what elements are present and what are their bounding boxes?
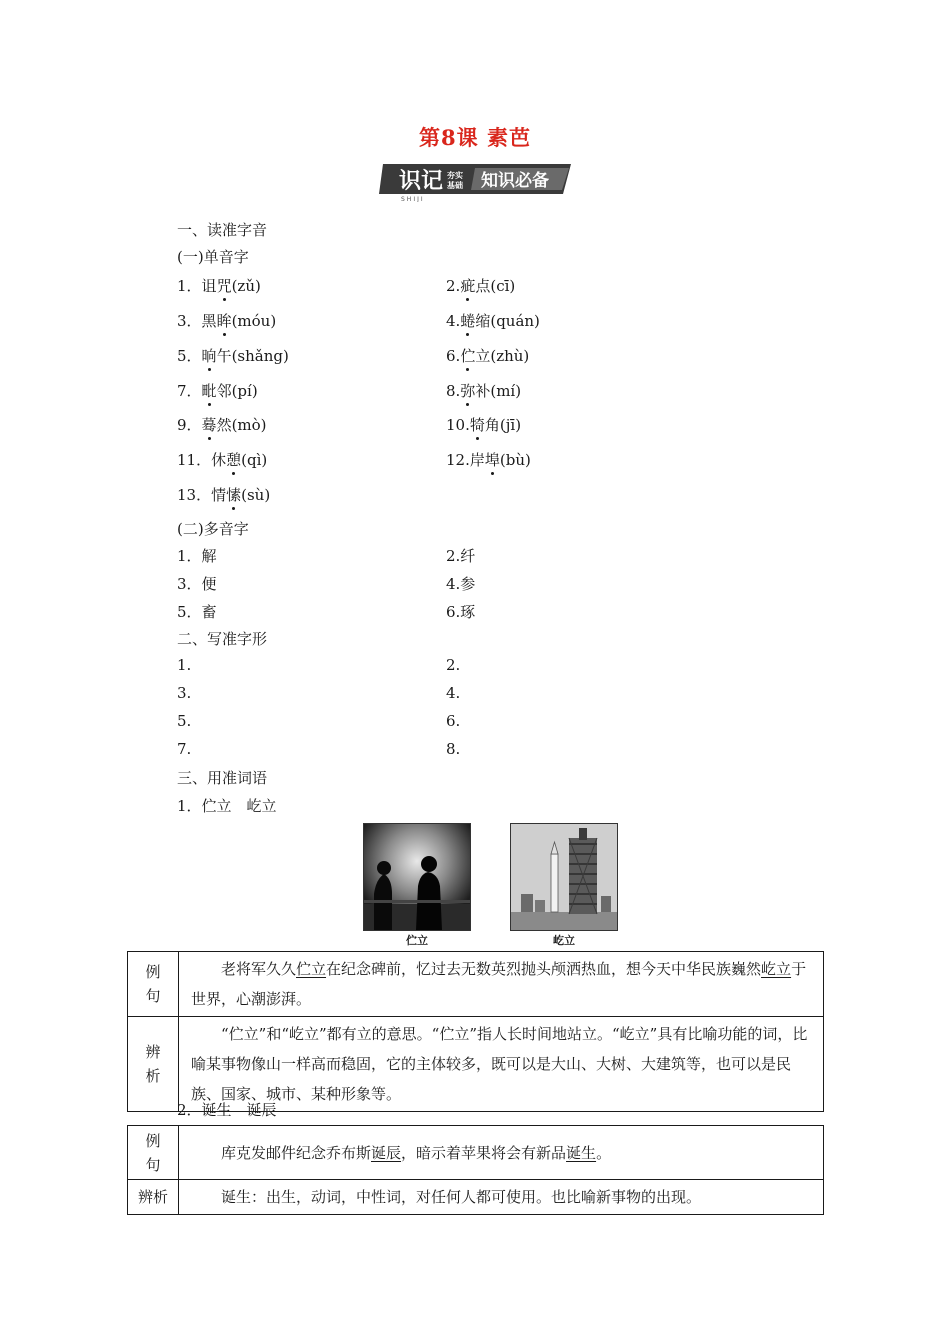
glyph-item: 1. (177, 656, 192, 674)
section2-heading: 二、写准字形 (177, 630, 268, 648)
comparison-table-2 (127, 1125, 824, 1215)
example-sentence: 库克发邮件纪念乔布斯诞辰，暗示着苹果将会有新品诞生。 (179, 1126, 824, 1180)
example-label: 例句 (128, 1126, 179, 1180)
pronunciation-item: 5．晌午(shǎng) (177, 347, 289, 365)
glyph-item: 3. (177, 684, 192, 702)
pronunciation-item: 8.弥补(mí) (446, 382, 522, 400)
pronunciation-item: 1．诅咒(zǔ) (177, 277, 261, 295)
multi-item: 1．解 (177, 547, 217, 565)
pronunciation-item: 6.伫立(zhù) (446, 347, 530, 365)
standing-photo (363, 823, 471, 931)
analysis-label: 辨析 (128, 1180, 179, 1215)
photo1-caption: 伫立 (406, 934, 428, 947)
multi-item: 3．便 (177, 575, 217, 593)
multi-item: 4.参 (446, 575, 476, 593)
pronunciation-item: 7．毗邻(pí) (177, 382, 258, 400)
pronunciation-item: 9．蓦然(mò) (177, 416, 267, 434)
word-pair-2: 2．诞生 诞辰 (177, 1101, 277, 1119)
pronunciation-item: 10.犄角(jī) (446, 416, 522, 434)
section3-heading: 三、用准词语 (177, 769, 268, 787)
pronunciation-item: 3．黑眸(móu) (177, 312, 277, 330)
multi-item: 2.纤 (446, 547, 476, 565)
banner-main: 识记 (399, 169, 444, 194)
rocket-photo (510, 823, 618, 931)
comparison-table-1 (127, 951, 824, 1112)
sec1-sub2: (二)多音字 (177, 520, 249, 538)
glyph-item: 2. (446, 656, 461, 674)
pronunciation-item: 12.岸埠(bù) (446, 451, 531, 469)
multi-item: 5．畜 (177, 603, 217, 621)
sec1-sub1: (一)单音字 (177, 248, 249, 266)
example-sentence: 老将军久久伫立在纪念碑前，忆过去无数英烈抛头颅洒热血，想今天中华民族巍然屹立于世界，心潮澎湃。 (179, 952, 824, 1017)
glyph-item: 4. (446, 684, 461, 702)
glyph-item: 7. (177, 740, 192, 758)
glyph-item: 5. (177, 712, 192, 730)
word-pair-1: 1．伫立 屹立 (177, 797, 277, 815)
banner-sub-top: 夯实 (447, 171, 463, 180)
analysis-label: 辨析 (128, 1017, 179, 1112)
page-title: 第8课 素芭 (419, 125, 531, 150)
section-banner (377, 160, 577, 202)
pronunciation-item: 4.蜷缩(quán) (446, 312, 540, 330)
example-label: 例句 (128, 952, 179, 1017)
pronunciation-item: 13．情愫(sù) (177, 486, 271, 504)
photo2-caption: 屹立 (553, 934, 575, 947)
analysis-text: 诞生：出生，动词，中性词，对任何人都可使用。也比喻新事物的出现。 (179, 1180, 824, 1215)
pronunciation-item: 2.疵点(cī) (446, 277, 516, 295)
multi-item: 6.琢 (446, 603, 476, 621)
banner-sub-bottom: 基础 (447, 181, 463, 190)
glyph-item: 6. (446, 712, 461, 730)
pronunciation-item: 11．休憩(qì) (177, 451, 268, 469)
glyph-item: 8. (446, 740, 461, 758)
section1-heading: 一、读准字音 (177, 221, 268, 239)
analysis-text: “伫立”和“屹立”都有立的意思。“伫立”指人长时间地站立。“屹立”具有比喻功能的词，比喻某事物像山一样高而稳固，它的主体较多，既可以是大山、大树、大建筑等，也可以是民族、国家、城市、某种形象等。 (179, 1017, 824, 1112)
banner-right: 知识必备 (481, 171, 549, 191)
banner-pinyin: SHIJI (401, 196, 425, 202)
